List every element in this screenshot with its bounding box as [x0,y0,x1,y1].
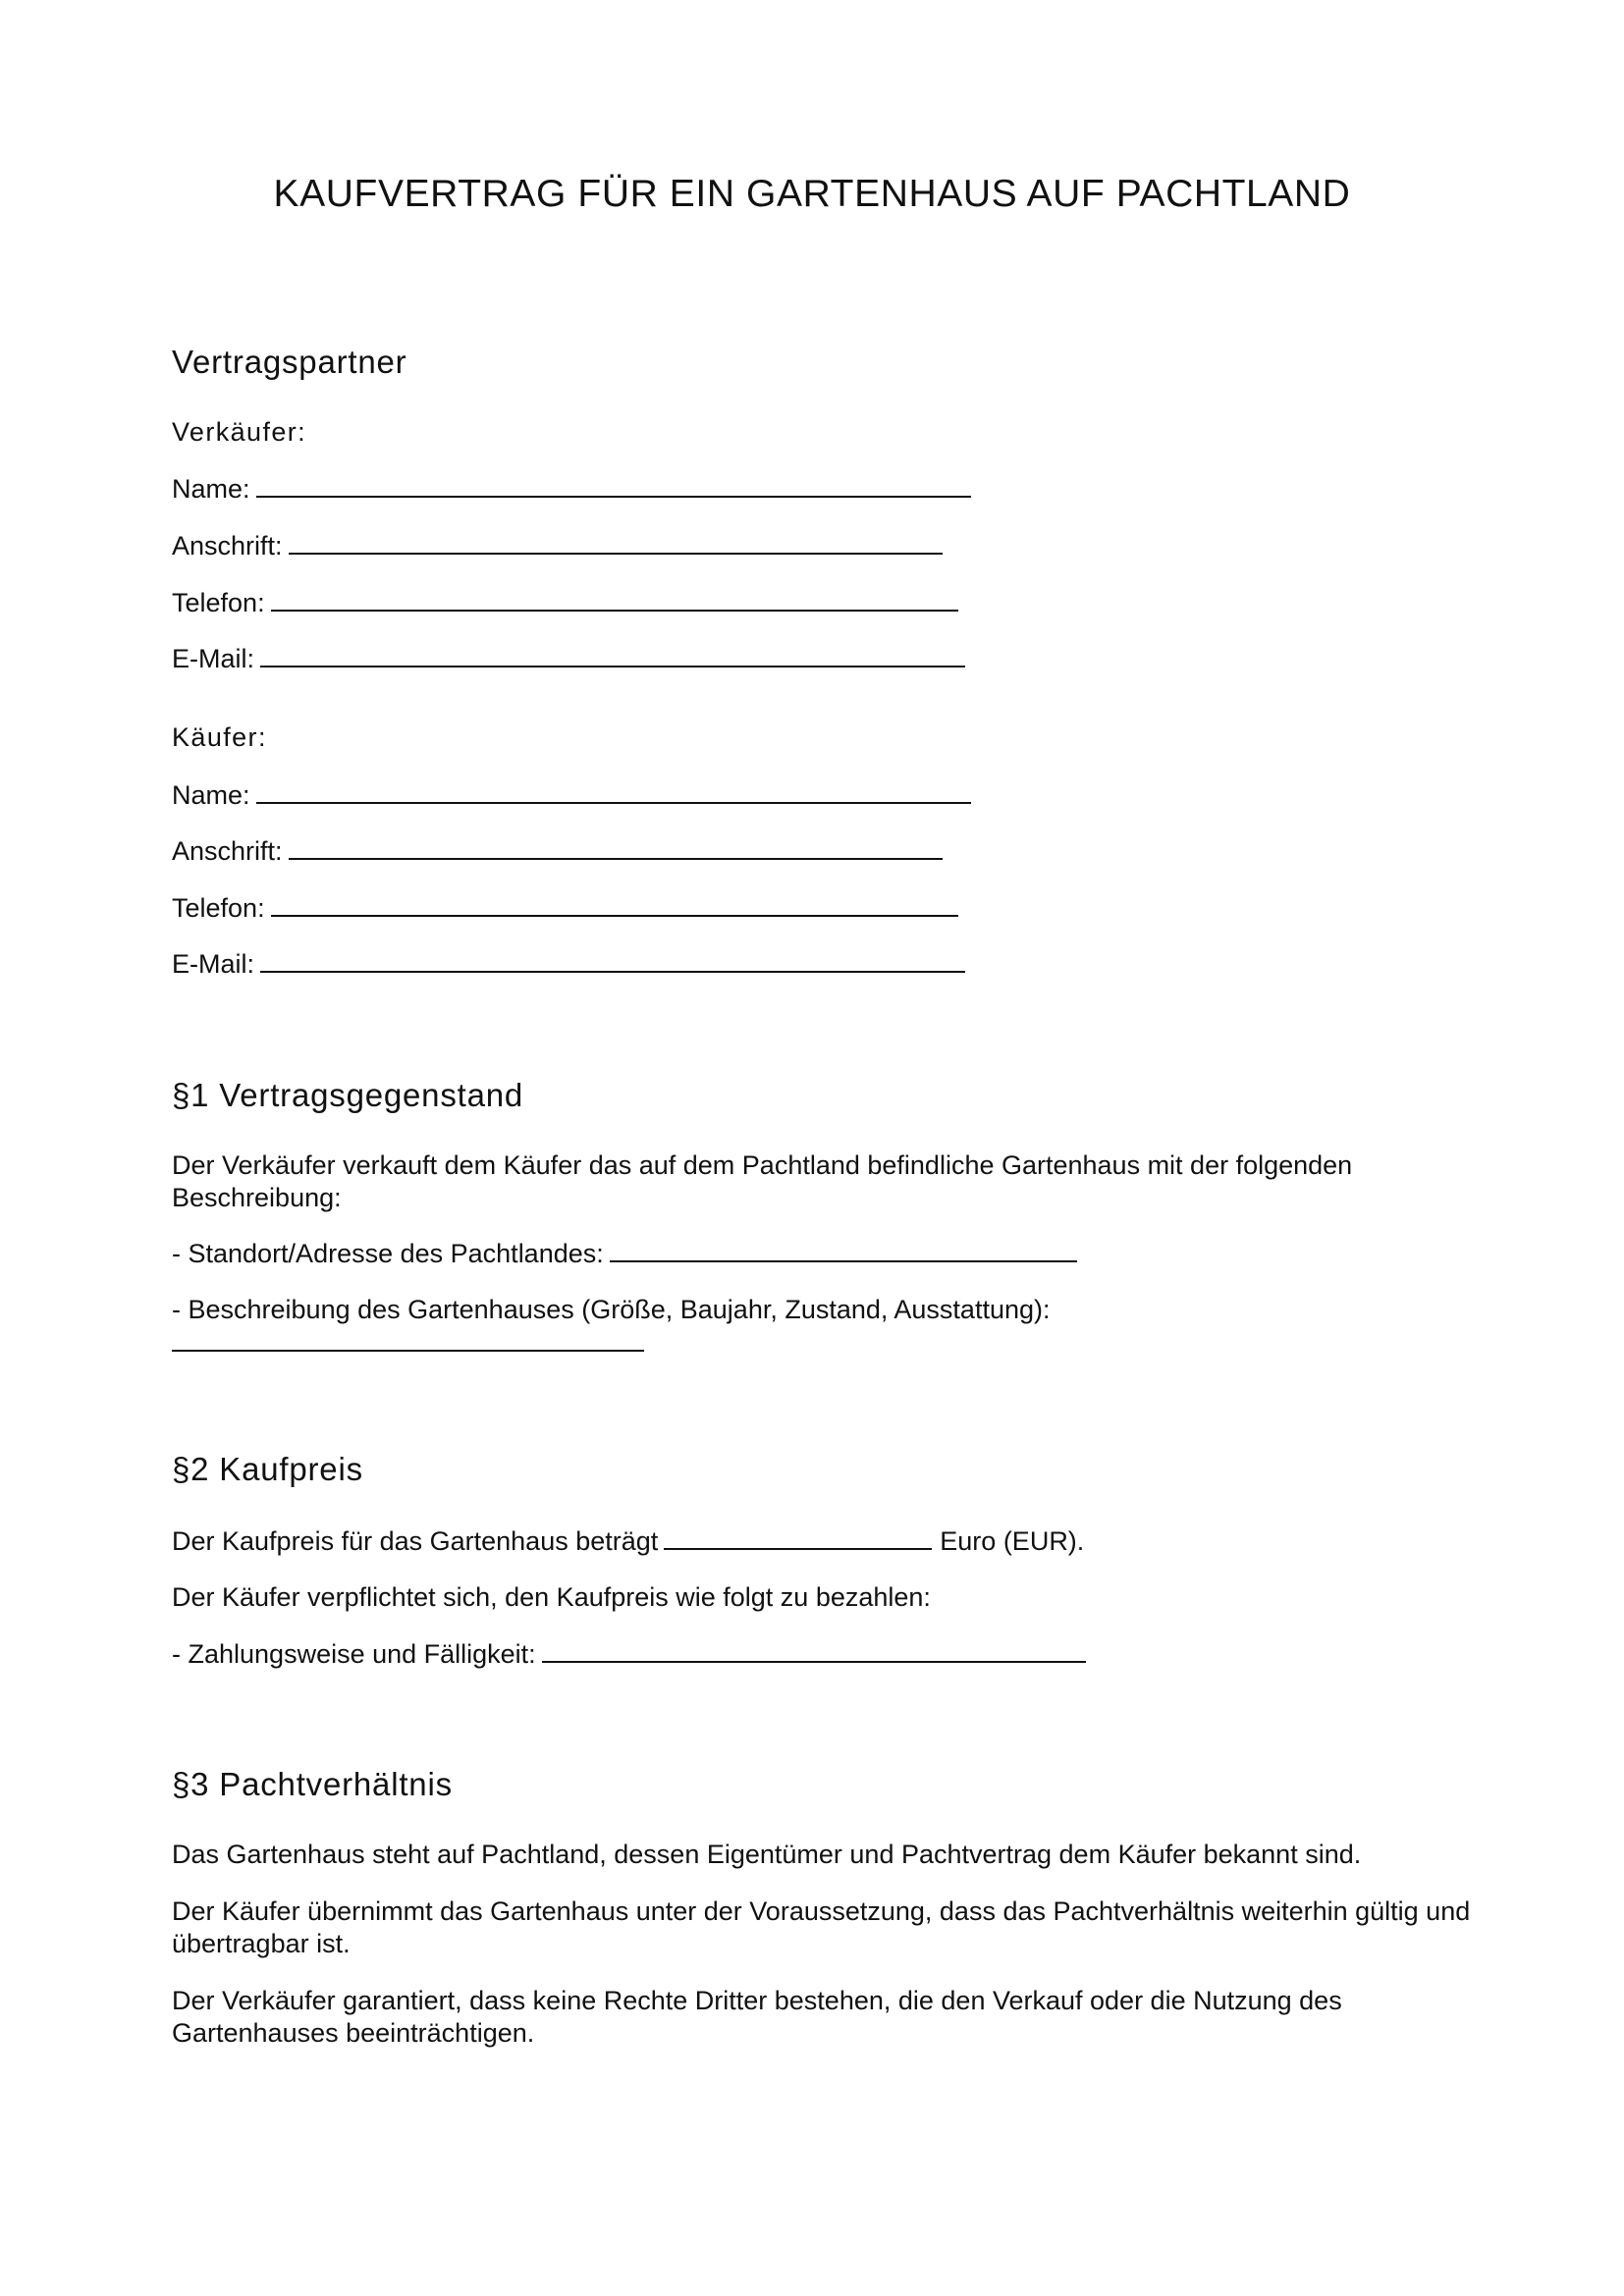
section3-paragraph-3: Der Verkäufer garantiert, dass keine Rechte Dritter bestehen, die den Verkauf oder die Nutzung des Gartenhauses beeinträchtigen. [172,1986,1342,2048]
buyer-phone-field[interactable] [271,915,958,917]
buyer-label: Käufer: [172,722,267,752]
price-suffix: Euro (EUR). [940,1526,1085,1556]
buyer-email-label: E-Mail: [172,949,255,979]
buyer-address-field[interactable] [289,858,943,860]
seller-name-line [172,474,971,505]
description-field[interactable] [172,1350,644,1352]
payment-label: - Zahlungsweise und Fälligkeit: [172,1639,536,1669]
payment-field[interactable] [542,1661,1086,1663]
seller-name-label: Name: [172,474,250,504]
payment-intro: Der Käufer verpflichtet sich, den Kaufpreis wie folgt zu bezahlen: [172,1582,931,1612]
seller-address-label: Anschrift: [172,531,283,561]
price-line [172,1526,1084,1557]
section3-paragraph-2: Der Käufer übernimmt das Gartenhaus unter der Voraussetzung, dass das Pachtverhältnis weiterhin gültig und übertragbar ist. [172,1896,1471,1958]
section3-heading: §3 Pachtverhältnis [172,1766,453,1802]
section1-intro: Der Verkäufer verkauft dem Käufer das auf dem Pachtland befindliche Gartenhaus mit der folgenden Beschreibung: [172,1150,1353,1212]
buyer-email-line [172,949,965,980]
buyer-address-label: Anschrift: [172,836,283,866]
seller-address-line [172,531,943,561]
buyer-phone-line [172,893,958,924]
section2-heading: §2 Kaufpreis [172,1451,363,1487]
description-label: - Beschreibung des Gartenhauses (Größe, Baujahr, Zustand, Ausstattung): [172,1295,1051,1324]
section1-heading: §1 Vertragsgegenstand [172,1077,524,1113]
section3-paragraph-1: Das Gartenhaus steht auf Pachtland, dessen Eigentümer und Pachtvertrag dem Käufer bekannt sind. [172,1840,1362,1869]
seller-phone-line [172,588,958,618]
buyer-name-line [172,780,971,811]
buyer-name-field[interactable] [256,802,971,804]
buyer-email-field[interactable] [260,971,965,973]
location-label: - Standort/Adresse des Pachtlandes: [172,1239,604,1268]
payment-line [172,1639,1086,1670]
seller-address-field[interactable] [289,553,943,555]
seller-email-field[interactable] [260,666,965,667]
buyer-phone-label: Telefon: [172,893,265,923]
price-prefix: Der Kaufpreis für das Gartenhaus beträgt [172,1526,659,1556]
document-title: KAUFVERTRAG FÜR EIN GARTENHAUS AUF PACHTLAND [273,173,1351,215]
price-field[interactable] [664,1548,932,1550]
location-field[interactable] [610,1260,1077,1262]
buyer-address-line [172,836,943,867]
seller-phone-label: Telefon: [172,588,265,617]
location-line [172,1239,1077,1269]
seller-phone-field[interactable] [271,610,958,612]
seller-label: Verkäufer: [172,417,307,447]
seller-name-field[interactable] [256,496,971,498]
seller-email-label: E-Mail: [172,644,255,673]
parties-heading: Vertragspartner [172,344,407,380]
buyer-name-label: Name: [172,780,250,810]
seller-email-line [172,644,965,674]
